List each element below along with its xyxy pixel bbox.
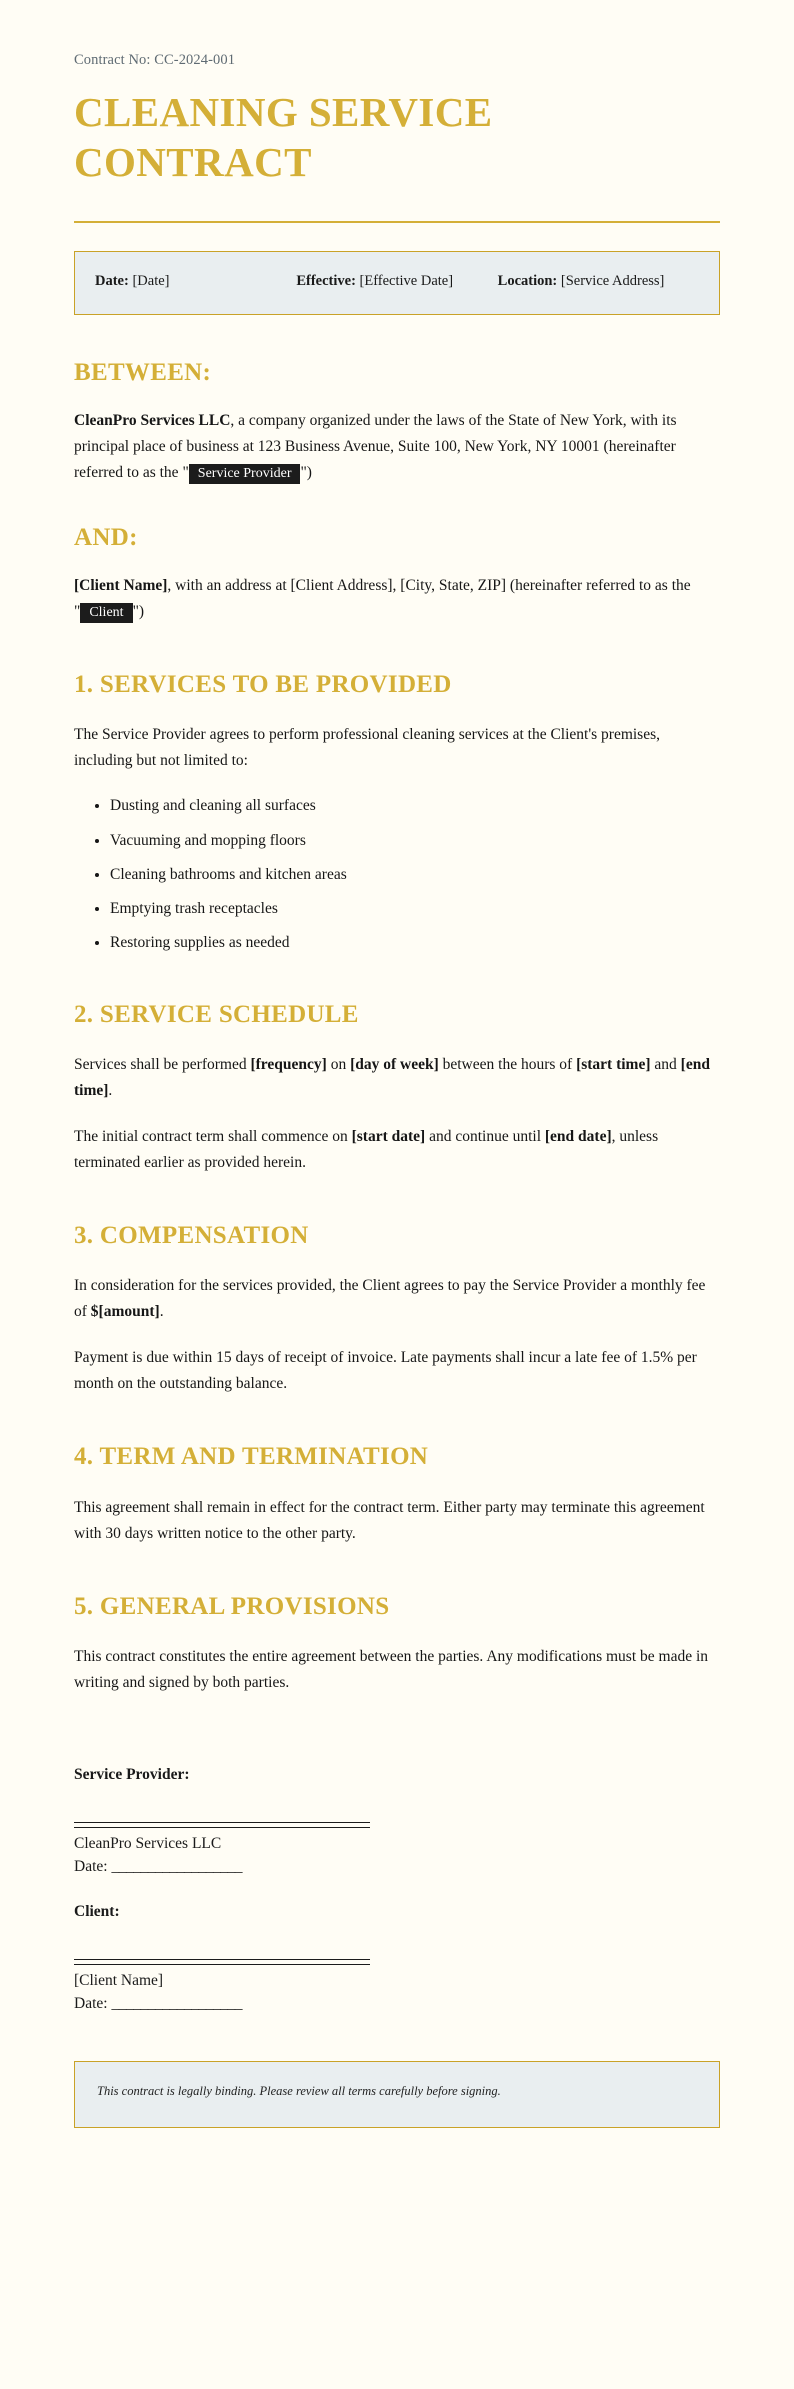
provider-name: CleanPro Services LLC: [74, 411, 231, 429]
info-label-effective: Effective:: [296, 273, 356, 290]
s2-text-e: .: [108, 1082, 113, 1100]
s2-text-b: on: [326, 1055, 351, 1073]
info-label-location: Location:: [497, 273, 558, 290]
signature-line-provider[interactable]: [74, 1822, 370, 1823]
s3-amount-placeholder: $[amount]: [90, 1303, 160, 1321]
section-1-heading: 1. SERVICES TO BE PROVIDED: [74, 671, 452, 699]
section-term-termination: [74, 1441, 720, 1546]
info-value-effective: [Effective Date]: [359, 273, 454, 290]
provider-badge: Service Provider: [189, 464, 301, 484]
contract-info-bar: [74, 251, 720, 314]
s2-text-c: between the hours of: [438, 1055, 577, 1073]
section-3-paragraph-1: [74, 1273, 720, 1325]
section-services: [74, 669, 720, 955]
info-value-location: [Service Address]: [560, 273, 665, 290]
section-schedule: [74, 999, 720, 1176]
s2-start-date-placeholder: [start date]: [351, 1128, 426, 1146]
services-list: [74, 794, 720, 954]
list-item: • Emptying trash receptacles: [110, 897, 720, 920]
client-badge: Client: [80, 603, 132, 623]
info-label-date: Date:: [95, 273, 129, 290]
signature-block: [74, 1766, 720, 2015]
section-1-intro: The Service Provider agrees to perform professional cleaning services at the Client's premises, including but not limited to:: [74, 726, 661, 770]
section-2-paragraph-1: [74, 1052, 720, 1104]
signature-client-date-line[interactable]: __________________: [111, 1994, 242, 2012]
section-2-paragraph-2: [74, 1124, 720, 1176]
signature-provider-date-line[interactable]: __________________: [111, 1858, 242, 1876]
client-paragraph: [74, 573, 720, 625]
document-header: [74, 52, 720, 223]
provider-text-after: "): [300, 463, 312, 481]
list-item: • Vacuuming and mopping floors: [110, 829, 720, 852]
signature-client-date: [74, 1992, 720, 2015]
signature-client: [74, 1903, 720, 2016]
section-5-paragraph-1: This contract constitutes the entire agreement between the parties. Any modifications must be made in writing and signed by both parties.: [74, 1648, 709, 1692]
s2-p2-text-a: The initial contract term shall commence on: [74, 1128, 352, 1146]
s2-day-placeholder: [day of week]: [350, 1055, 439, 1073]
section-general-provisions: [74, 1591, 720, 1696]
signature-provider: [74, 1766, 720, 1879]
between-section: [74, 357, 720, 486]
section-compensation: [74, 1220, 720, 1397]
contract-number: Contract No: CC-2024-001: [74, 52, 236, 68]
list-item: • Restoring supplies as needed: [110, 931, 720, 954]
between-heading: BETWEEN:: [74, 358, 212, 386]
info-value-date: [Date]: [132, 273, 170, 290]
section-4-paragraph-1: This agreement shall remain in effect for the contract term. Either party may terminate this agreement with 30 days written notice to the other party.: [74, 1498, 705, 1542]
section-3-heading: 3. COMPENSATION: [74, 1222, 309, 1250]
s2-text-a: Services shall be performed: [74, 1055, 251, 1073]
page-title: CLEANING SERVICE CONTRACT: [74, 89, 493, 186]
s2-frequency-placeholder: [frequency]: [250, 1055, 327, 1073]
s3-text-a: In consideration for the services provided, the Client agrees to pay the Service Provider a monthly fee of: [74, 1277, 706, 1321]
s2-p2-text-b: and continue until: [425, 1128, 545, 1146]
info-cell-date: [95, 270, 296, 293]
section-5-heading: 5. GENERAL PROVISIONS: [74, 1592, 390, 1620]
signature-line-client-secondary[interactable]: [74, 1964, 370, 1965]
and-section: [74, 522, 720, 625]
legal-notice-text: This contract is legally binding. Please review all terms carefully before signing.: [97, 2084, 501, 2099]
client-name: [Client Name]: [74, 577, 168, 595]
s2-end-date-placeholder: [end date]: [544, 1128, 612, 1146]
s2-text-d: and: [650, 1055, 681, 1073]
info-cell-location: [498, 270, 699, 293]
section-3-paragraph-2: Payment is due within 15 days of receipt of invoice. Late payments shall incur a late fee of 1.5% per month on the outstanding balance.: [74, 1349, 697, 1393]
list-item: • Dusting and cleaning all surfaces: [110, 794, 720, 817]
provider-text-before: , a company organized under the laws of the State of New York, with its principal place of business at 123 Business Avenue, Suite 100, New York, NY 10001 (hereinafter referred to as the ": [74, 411, 677, 481]
signature-provider-date: [74, 1855, 720, 1878]
section-4-heading: 4. TERM AND TERMINATION: [74, 1443, 429, 1471]
signature-line-client[interactable]: [74, 1959, 370, 1960]
client-text-after: "): [132, 603, 145, 621]
info-cell-effective: [296, 270, 497, 293]
s2-start-time-placeholder: [start time]: [576, 1055, 651, 1073]
s2-p2-text-c: , unless terminated earlier as provided herein.: [74, 1128, 659, 1172]
list-item: • Cleaning bathrooms and kitchen areas: [110, 863, 720, 886]
and-heading: AND:: [74, 523, 138, 551]
s2-end-time-placeholder: [end time]: [74, 1055, 710, 1100]
signature-client-name: [Client Name]: [74, 1971, 164, 1989]
signature-provider-name: CleanPro Services LLC: [74, 1835, 222, 1853]
provider-paragraph: [74, 408, 720, 486]
client-text-before: , with an address at [Client Address], [City, State, ZIP] (hereinafter referred to as the ": [74, 577, 691, 621]
signature-provider-date-label: Date:: [74, 1858, 108, 1876]
s3-text-b: .: [159, 1303, 164, 1321]
signature-client-date-label: Date:: [74, 1994, 108, 2012]
legal-notice-box: [74, 2061, 720, 2128]
signature-line-provider-secondary[interactable]: [74, 1827, 370, 1828]
signature-provider-label: Service Provider:: [74, 1766, 190, 1784]
section-2-heading: 2. SERVICE SCHEDULE: [74, 1000, 359, 1028]
gold-divider: [74, 221, 720, 223]
signature-client-label: Client:: [74, 1902, 120, 1920]
